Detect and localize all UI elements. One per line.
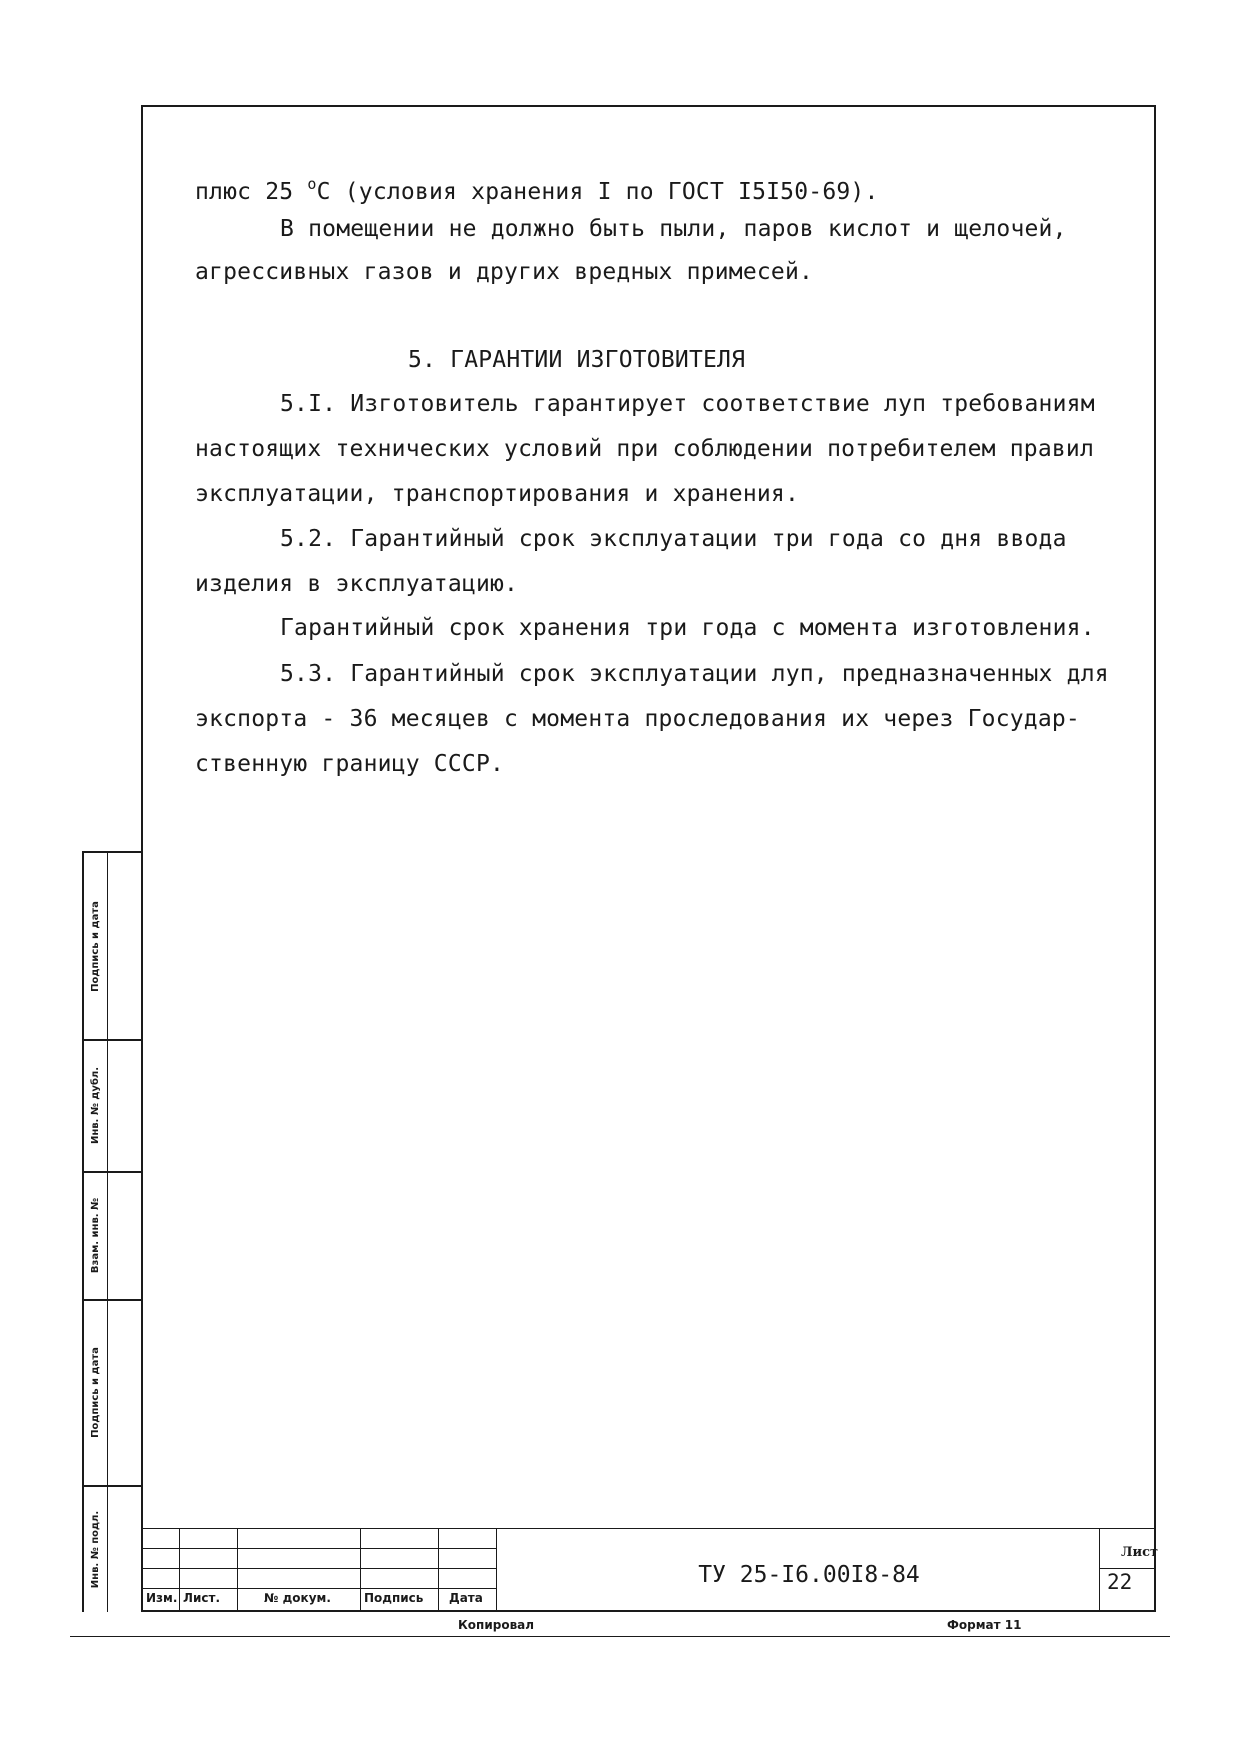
sheet-label: Лист (1121, 1545, 1159, 1560)
title-block-col (179, 1528, 180, 1612)
paragraph-line: изделия в эксплуатацию. (195, 571, 519, 597)
side-label-signature-date: Подпись и дата (90, 900, 102, 992)
paragraph-line: ственную границу СССР. (195, 751, 505, 777)
paragraph-line: 5.I. Изготовитель гарантирует соответствие луп требованиям (280, 391, 1095, 417)
side-label-original-inv: Инв. № подл. (90, 1510, 102, 1589)
page-frame (141, 105, 1159, 1612)
side-stamp-strip (82, 851, 141, 1612)
paragraph-line: В помещении не должно быть пыли, паров кислот и щелочей, (280, 216, 1067, 242)
title-block-col (438, 1528, 439, 1612)
paragraph-line: Гарантийный срок хранения три года с момента изготовления. (280, 615, 1095, 641)
strip-divider (107, 853, 108, 1612)
title-block-col (496, 1528, 497, 1612)
title-block-row (141, 1568, 496, 1569)
footer-copied-by: Копировал (458, 1618, 535, 1632)
paragraph-line: агрессивных газов и других вредных примесей. (195, 259, 814, 285)
title-block-col (360, 1528, 361, 1612)
paragraph-line: экспорта - 36 месяцев с момента проследования их через Государ- (195, 706, 1080, 732)
text-fragment: плюс 25 (195, 179, 308, 205)
side-label-signature-date-2: Подпись и дата (90, 1346, 102, 1438)
paragraph-line: 5.2. Гарантийный срок эксплуатации три года со дня ввода (280, 526, 1067, 552)
sheet-number: 22 (1107, 1570, 1133, 1594)
caption-doc-number: № докум. (264, 1591, 331, 1605)
caption-sheet: Лист. (183, 1591, 221, 1605)
caption-change: Изм. (146, 1591, 178, 1605)
title-block-col (237, 1528, 238, 1612)
sheet-cell-divider (1099, 1528, 1100, 1612)
paragraph-line: настоящих технических условий при соблюдении потребителем правил (195, 436, 1095, 462)
caption-signature: Подпись (364, 1591, 424, 1605)
document-code: ТУ 25-I6.00I8-84 (698, 1562, 920, 1588)
paragraph-line: эксплуатации, транспортирования и хранения. (195, 481, 800, 507)
footer-line (70, 1636, 1170, 1637)
title-block (141, 1528, 1159, 1612)
side-label-duplicate-inv: Инв. № дубл. (90, 1066, 102, 1144)
section-heading: 5. ГАРАНТИИ ИЗГОТОВИТЕЛЯ (408, 347, 746, 373)
caption-date: Дата (449, 1591, 483, 1605)
paragraph-line: 5.3. Гарантийный срок эксплуатации луп, предназначенных для (280, 661, 1109, 687)
degree-superscript: о (307, 175, 317, 193)
sheet-cell-divider (1099, 1568, 1156, 1569)
title-block-border (141, 1528, 1156, 1529)
title-block-row (141, 1588, 496, 1589)
footer-format: Формат 11 (947, 1618, 1022, 1632)
text-fragment: С (условия хранения I по ГОСТ I5I50-69). (316, 179, 879, 205)
paragraph-line (195, 169, 879, 207)
title-block-row (141, 1548, 496, 1549)
side-label-replacement-inv: Взам. инв. № (90, 1197, 102, 1273)
